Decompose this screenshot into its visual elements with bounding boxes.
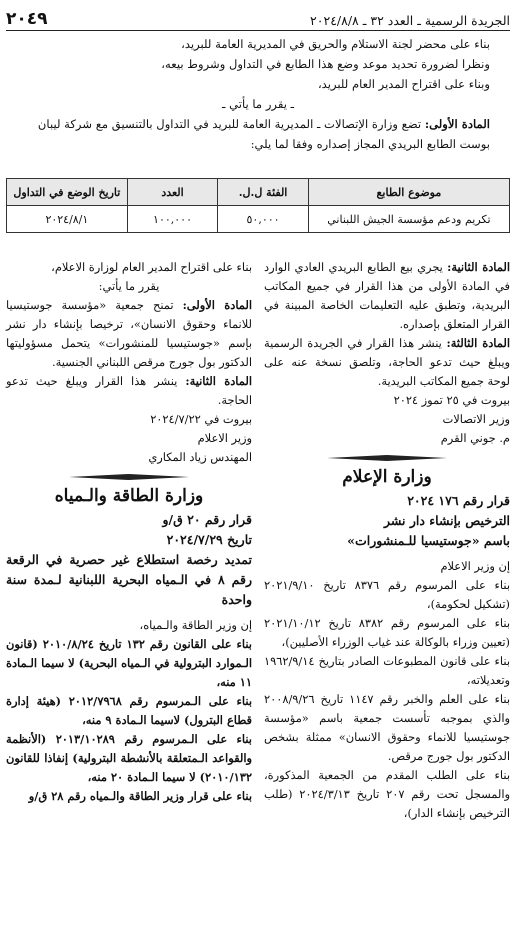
section-divider xyxy=(327,456,447,460)
preamble-paragraph: بناء على قرار وزير الطاقة والـمياه رقم ٢٨ ق/و xyxy=(28,789,252,803)
column-header: الفئة ل.ل. xyxy=(218,179,309,206)
decision-number: قرار رقم ١٧٦ ٢٠٢٤ xyxy=(407,493,510,508)
article-2 xyxy=(264,258,510,334)
column-header: العدد xyxy=(127,179,218,206)
page-number: ٢٠٤٩ xyxy=(6,9,48,29)
preamble-paragraph: بناء على الـمرسوم رقم ٢٠١٢/٧٩٦٨ (هيئة إدارة قطاع البترول) لاسيما الـمادة ٩ منه، xyxy=(6,694,252,727)
decision-subject-name: باسم «جوستيسيا للـمنشورات» xyxy=(347,533,510,548)
page-header xyxy=(6,4,510,31)
section-divider xyxy=(69,475,189,479)
preamble-paragraph: بناء على العلم والخبر رقم ١١٤٧ تاريخ ٢٠٠٨/٩/٢٦ والذي بموجبه تأسست جمعية باسم «مؤسسة جوستيسيا للانماء وحقوق الانسان» ممثلة بشخص الدكتور بول جورج مرقص. xyxy=(264,692,510,763)
preamble-line: بناء على محضر لجنة الاستلام والحريق في المديرية العامة للبريد، xyxy=(181,37,490,51)
place-date: بيروت في ٢٠٢٤/٧/٢٢ xyxy=(150,412,252,426)
article-label: المادة الأولى: xyxy=(424,117,490,131)
article-label: المادة الأولى: xyxy=(182,298,253,312)
preamble-paragraph: بناء على الطلب المقدم من الجمعية المذكورة، والمسجل تحت رقم ٢٠٧ تاريخ ٢٠٢٤/٣/١٣ (طلب الترخيص بإنشاء الدار)، xyxy=(264,768,510,820)
ministry-title: وزارة الإعلام xyxy=(342,467,432,487)
article-1 xyxy=(6,114,510,154)
article-text: تمنح جمعية «مؤسسة جوستيسيا للانماء وحقوق الانسان»، ترخيصا بإنشاء دار نشر بإسم «جوستيسيا للمنشورات» يتحمل مسؤوليتها الدكتور بول جورج مرقص اللبناني الجنسية. xyxy=(6,298,252,369)
article-label: المادة الثانية: xyxy=(447,260,510,274)
stamp-table xyxy=(6,178,510,233)
table-header-row xyxy=(7,179,510,206)
decision-date: تاريخ ٢٠٢٤/٧/٢٩ xyxy=(166,532,252,547)
preamble-paragraph: بناء على الـمرسوم رقم ٢٠١٣/١٠٢٨٩ (الأنظمة والقواعد الـمتعلقة بالأنشطة البترولية) إنفاذا للقانون ٢٠١٠/١٣٢) لا سيما الـمادة ٢٠ منه، xyxy=(6,732,252,784)
preamble-paragraph: بناء على المرسوم رقم ٨٣٨٢ تاريخ ٢٠٢١/١٠/١٢ (تعيين وزراء بالوكالة عند غياب الوزراء الأصليين)، xyxy=(264,616,511,649)
preamble-paragraph: بناء على المرسوم رقم ٨٣٧٦ تاريخ ٢٠٢١/٩/١٠ (تشكيل لحكومة)، xyxy=(264,578,510,611)
signer-name: م. جوني القرم xyxy=(440,431,510,445)
table-cell: ١٠٠,٠٠٠ xyxy=(127,206,218,233)
left-column xyxy=(6,258,252,806)
postal-decision-continuation xyxy=(6,34,510,154)
decision-number: قرار رقم ٢٠ ق/و xyxy=(162,512,252,527)
decision-subject: الترخيص بإنشاء دار نشر xyxy=(383,513,510,528)
decision-subject: تمديد رخصة استطلاع غير حصرية في الرقعة رقم ٨ في الـمياه البحرية اللبنانية لـمدة سنة واحدة xyxy=(6,552,253,607)
column-header: تاريخ الوضع في التداول xyxy=(7,179,128,206)
preamble-paragraph: بناء على قانون المطبوعات الصادر بتاريخ ١٩٦٢/٩/١٤ وتعديلاته، xyxy=(264,654,510,687)
table-cell: تكريم ودعم مؤسسة الجيش اللبناني xyxy=(308,206,509,233)
signer-title: وزير الاتصالات xyxy=(442,412,510,426)
decides-line: يقرر ما يأتي: xyxy=(98,279,160,293)
article-3 xyxy=(264,334,510,391)
minister-intro: إن وزير الاعلام xyxy=(440,559,510,573)
article-1 xyxy=(6,296,252,372)
article-2 xyxy=(6,372,252,410)
signer-title: وزير الاعلام xyxy=(197,431,252,445)
article-label: المادة الثانية: xyxy=(185,374,252,388)
preamble-line: بناء على اقتراح المدير العام لوزارة الاعلام، xyxy=(51,260,252,274)
article-label: المادة الثالثة: xyxy=(446,336,510,350)
gazette-header-title: الجريدة الرسمية ـ العدد ٣٢ ـ ٢٠٢٤/٨/٨ xyxy=(310,13,510,28)
ministry-title: وزارة الطاقة والـمياه xyxy=(54,486,204,506)
place-date: بيروت في ٢٥ تموز ٢٠٢٤ xyxy=(393,393,510,407)
table-cell: ٢٠٢٤/٨/١ xyxy=(7,206,128,233)
preamble-line: وبناء على اقتراح المدير العام للبريد، xyxy=(317,77,490,91)
table-cell: ٥٠,٠٠٠ xyxy=(218,206,309,233)
right-column xyxy=(264,258,510,823)
column-header: موضوع الطابع xyxy=(308,179,509,206)
article-text: تضع وزارة الإتصالات ـ المديرية العامة للبريد في التداول بالتنسيق مع شركة ليبان بوست الطابع البريدي المجاز إصداره وفقا لما يلي: xyxy=(37,117,490,151)
article-text: يجري بيع الطابع البريدي العادي الوارد في المادة الأولى من هذا القرار في جميع المكاتب البريدية، وتطبق عليه التعليمات الخاصة المبينة في القرار المتعلق بإصداره. xyxy=(264,260,510,331)
table-row xyxy=(7,206,510,233)
article-text: ينشر هذا القرار في الجريدة الرسمية ويبلغ حيث تدعو الحاجة، وتلصق نسخة عنه على لوحة جميع المكاتب البريدية. xyxy=(264,336,510,388)
signer-name: المهندس زياد المكاري xyxy=(148,450,252,464)
decides-line: ـ يقرر ما يأتي ـ xyxy=(221,97,294,111)
preamble-line: ونظرا لضرورة تحديد موعد وضع هذا الطابع في التداول وشروط بيعه، xyxy=(161,57,490,71)
minister-intro: إن وزير الطاقة والـمياه، xyxy=(139,618,252,632)
article-text: ينشر هذا القرار ويبلغ حيث تدعو الحاجة. xyxy=(6,374,252,407)
preamble-paragraph: بناء على القانون رقم ١٣٢ تاريخ ٢٠١٠/٨/٢٤ (قانون الـموارد البترولية في الـمياه البحرية) لا سيما الـمادة ١١ منه، xyxy=(6,637,252,689)
